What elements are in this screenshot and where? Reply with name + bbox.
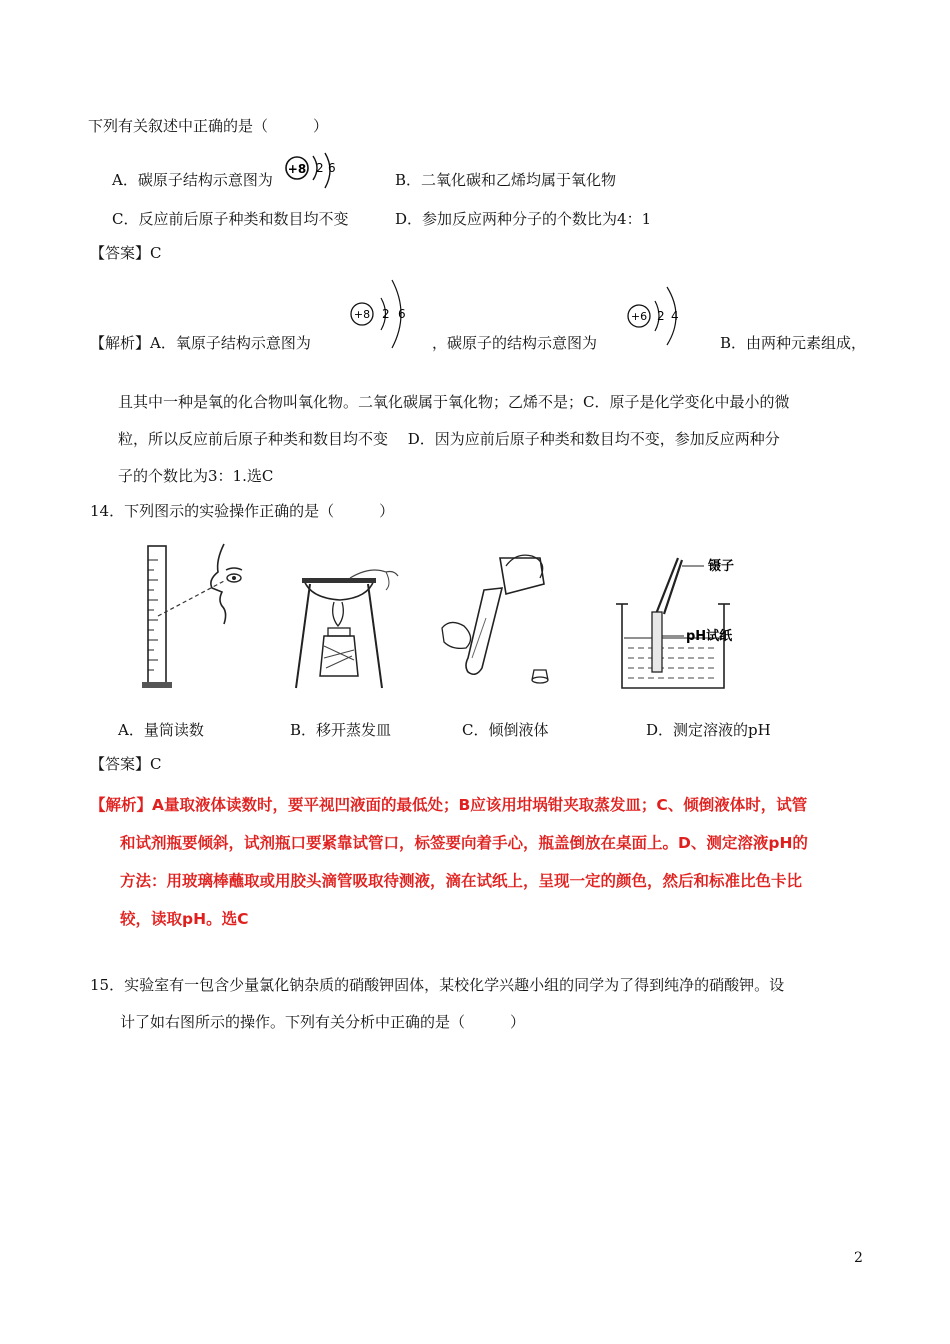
oxygen-atom-diagram (348, 276, 418, 352)
option-a-nucleus: +8 (287, 162, 307, 176)
q14-analysis-line1: 【解析】A量取液体读数时，要平视凹液面的最低处；B应该用坩埚钳夹取蒸发皿；C、倾倒液体时，试管 (90, 796, 808, 814)
q13-option-b: B．二氧化碳和乙烯均属于氧化物 (395, 171, 617, 189)
q14-caption-d: D．测定溶液的pH (646, 721, 771, 739)
q15-line2: 计了如右图所示的操作。下列有关分析中正确的是（ ） (120, 1013, 526, 1031)
figure-c-pouring-liquid (436, 548, 576, 696)
q14-analysis-line2: 和试剂瓶要倾斜，试剂瓶口要紧靠试管口，标签要向着手心，瓶盖倒放在桌面上。D、测定溶液pH的 (120, 834, 808, 852)
q13-answer: 【答案】C (90, 244, 162, 262)
option-a-shell-1: 2 (316, 161, 324, 175)
oxygen-shell-1: 2 (382, 307, 390, 321)
figure-d-measure-ph (612, 552, 780, 692)
figure-a-cylinder-reading (138, 540, 250, 692)
q13-analysis-part2: ，碳原子的结构示意图为 (432, 334, 598, 352)
q13-analysis-part3: B．由两种元素组成， (720, 334, 867, 352)
q13-stem: 下列有关叙述中正确的是（ ） (88, 117, 329, 135)
label-tweezers: 镊子 (708, 559, 735, 574)
figure-b-evaporating-dish (290, 560, 410, 692)
oxygen-nucleus: +8 (353, 308, 371, 321)
oxygen-shell-2: 6 (398, 307, 406, 321)
page-number: 2 (854, 1250, 863, 1266)
q15-line1: 15．实验室有一包含少量氯化钠杂质的硝酸钾固体，某校化学兴趣小组的同学为了得到纯净的硝酸钾。设 (90, 976, 785, 994)
carbon-nucleus: +6 (630, 310, 648, 323)
q13-analysis-line2: 且其中一种是氧的化合物叫氧化物。二氧化碳属于氧化物；乙烯不是；C．原子是化学变化中最小的微 (118, 393, 790, 411)
q14-analysis-line3: 方法：用玻璃棒蘸取或用胶头滴管吸取待测液，滴在试纸上，呈现一定的颜色，然后和标准比色卡比 (120, 872, 803, 890)
option-a-atom-diagram (283, 152, 343, 196)
q14-analysis-line4: 较，读取pH。选C (120, 910, 249, 928)
q13-option-d: D．参加反应两种分子的个数比为4：1 (395, 210, 652, 228)
label-ph-paper: pH试纸 (686, 629, 733, 644)
q14-caption-a: A．量筒读数 (118, 721, 204, 739)
q13-option-a: A．碳原子结构示意图为 (112, 171, 273, 189)
carbon-shell-1: 2 (657, 309, 665, 323)
q13-analysis-part1: 【解析】A．氧原子结构示意图为 (90, 334, 311, 352)
carbon-shell-2: 4 (671, 309, 679, 323)
q13-option-c: C．反应前后原子种类和数目均不变 (112, 210, 349, 228)
q14-caption-c: C．倾倒液体 (462, 721, 549, 739)
q13-analysis-line4: 子的个数比为3：1.选C (118, 467, 274, 485)
q14-caption-b: B．移开蒸发皿 (290, 721, 392, 739)
q13-analysis-line3: 粒，所以反应前后原子种类和数目均不变 D．因为应前后原子种类和数目均不变，参加反应两种分 (118, 430, 780, 448)
carbon-atom-diagram (625, 283, 695, 349)
q14-answer: 【答案】C (90, 755, 162, 773)
option-a-shell-2: 6 (328, 161, 336, 175)
q14-stem: 14．下列图示的实验操作正确的是（ ） (90, 502, 395, 520)
